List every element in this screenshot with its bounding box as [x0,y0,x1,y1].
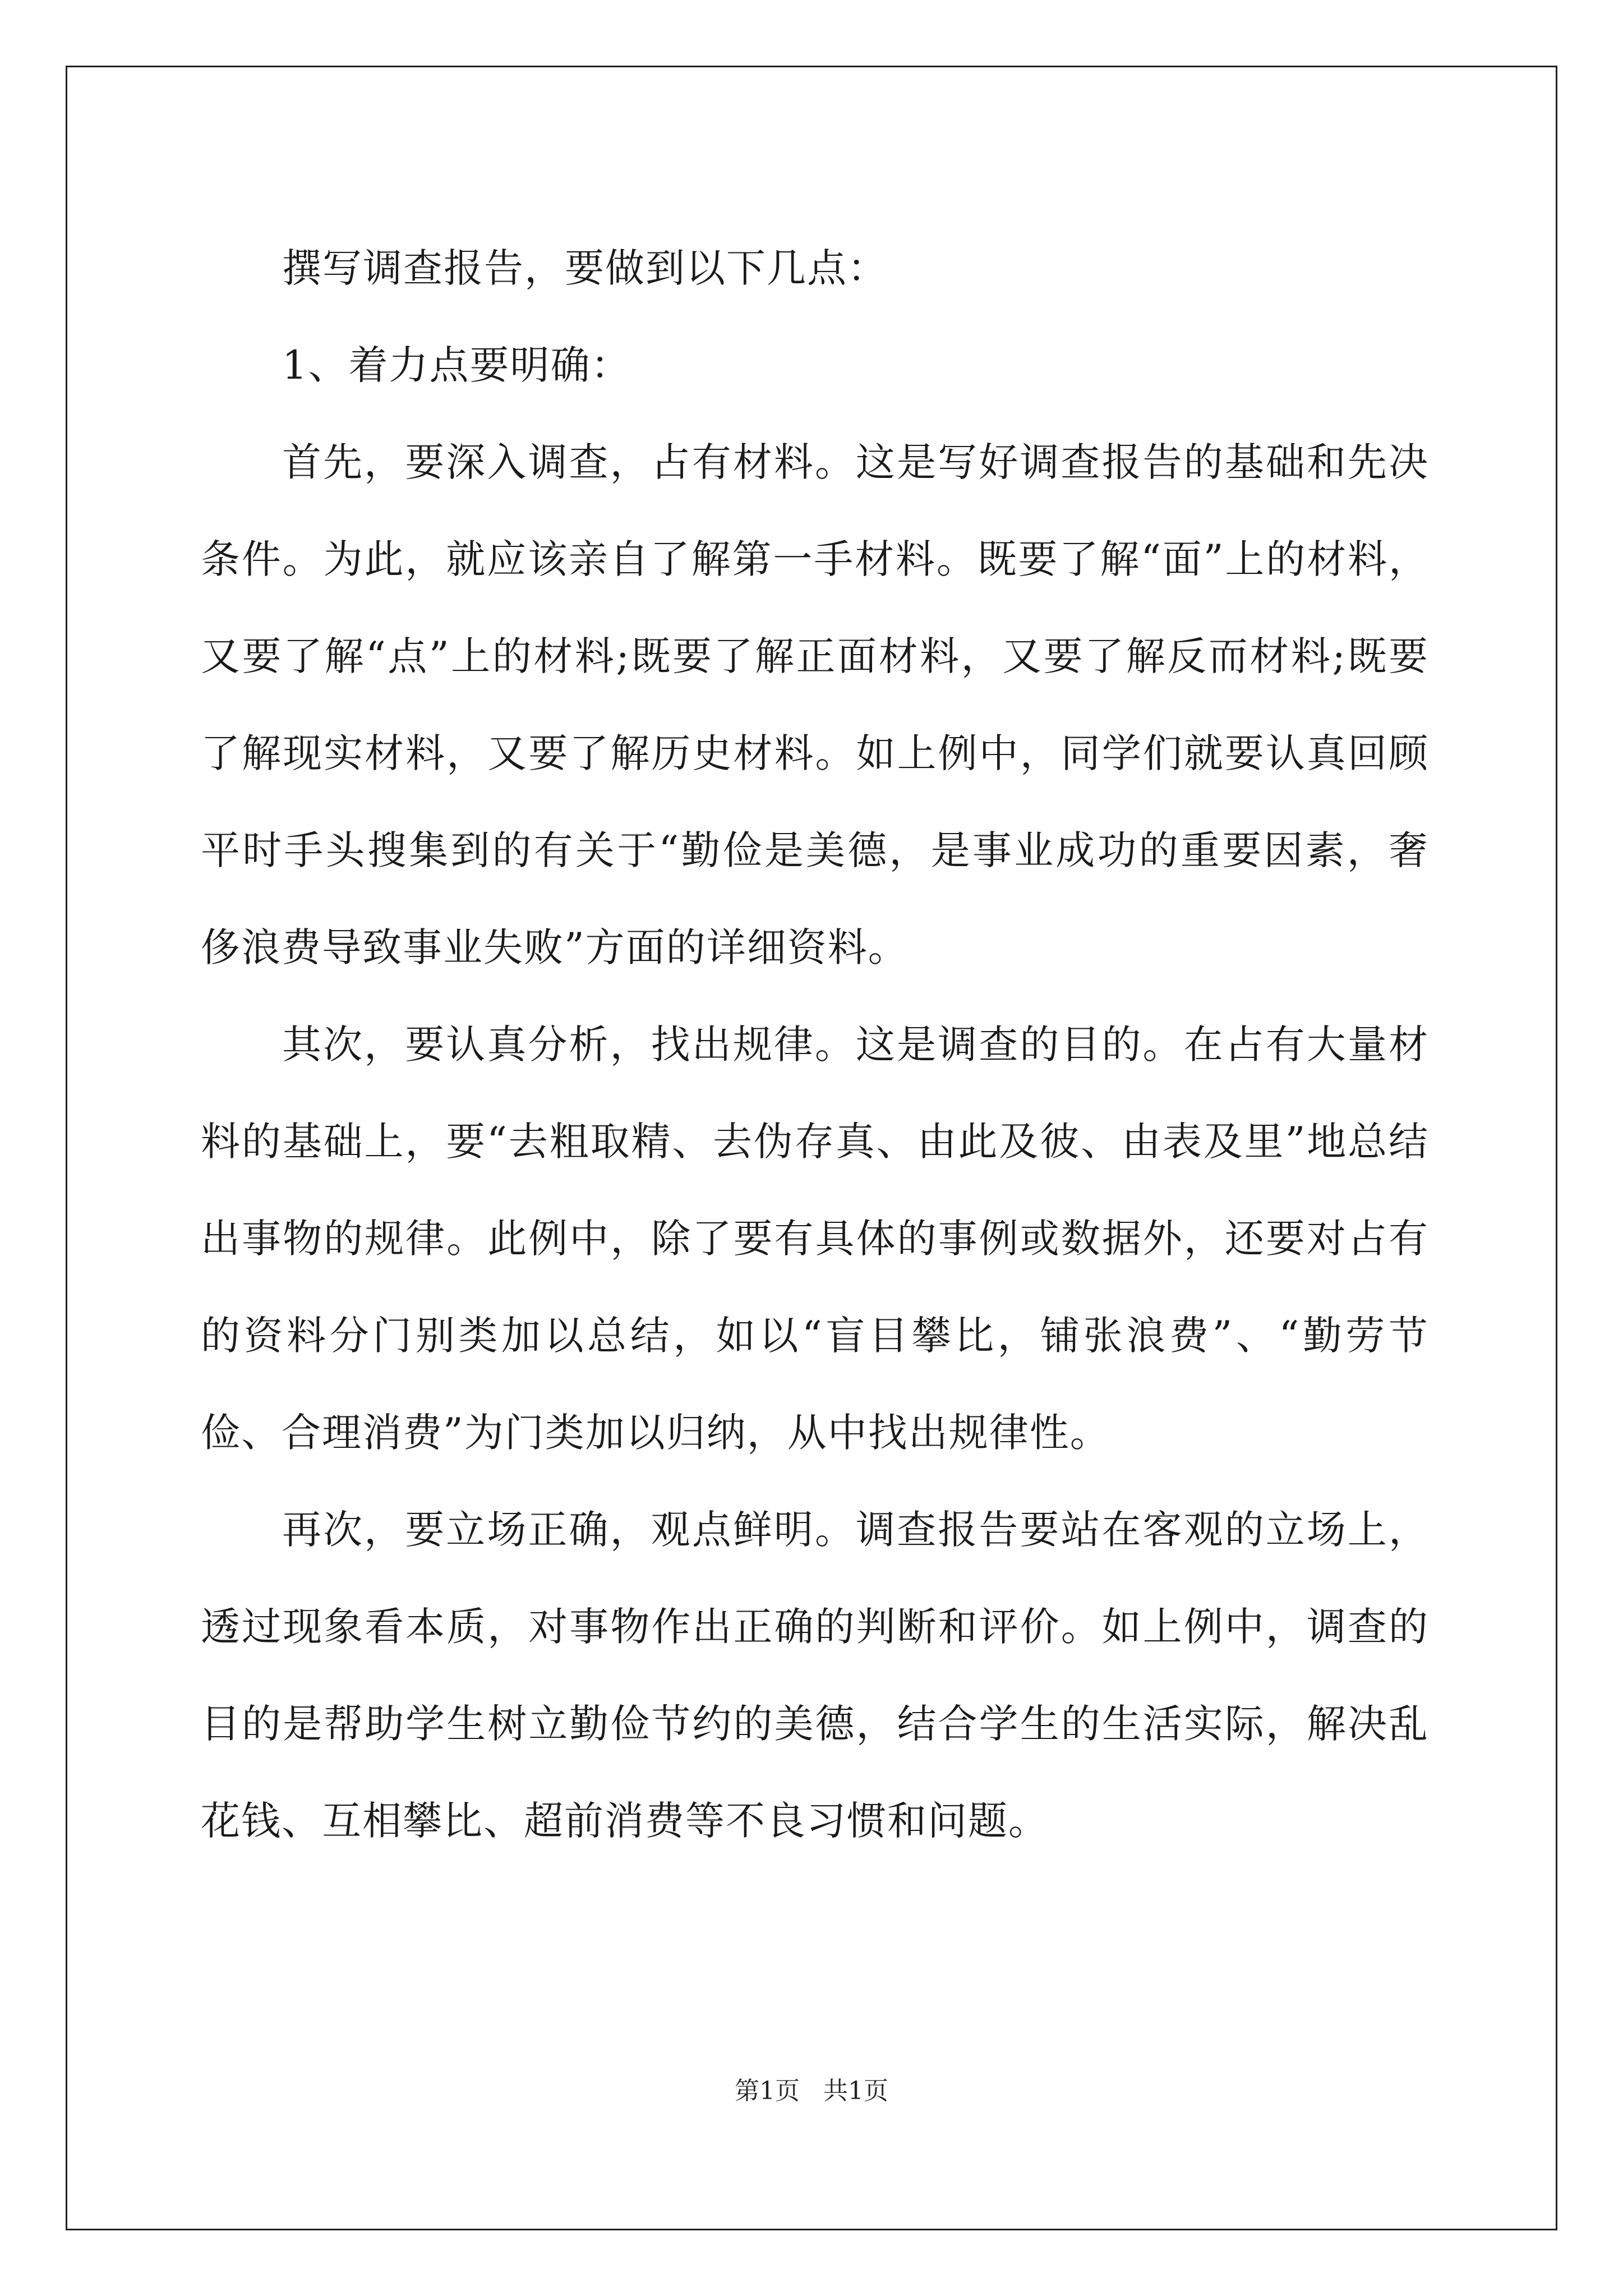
paragraph-intro: 撰写调查报告，要做到以下几点： [282,245,888,291]
page-footer: 第1页 共1页 [735,2077,888,2105]
paragraph-second: 其次，要认真分析，找出规律。这是调查的目的。在占有大量材料的基础上，要“去粗取精、去伪存真、由此及彼、由表及里”地总结出事物的规律。此例中，除了要有具体的事例或数据外，还要对占有的资料分门别类加以总结，如以“盲目攀比，铺张浪费”、“勤劳节俭、合理消费”为门类加以归纳，从中找出规律性。 [201,1022,1429,1456]
paragraph-heading-1: 1、着力点要明确： [282,342,631,388]
document-body [201,220,1429,1870]
paragraph-third: 再次，要立场正确，观点鲜明。调查报告要站在客观的立场上，透过现象看本质，对事物作出正确的判断和评价。如上例中，调查的目的是帮助学生树立勤俭节约的美德，结合学生的生活实际，解决乱花钱、互相攀比、超前消费等不良习惯和问题。 [201,1507,1429,1844]
paragraph-first: 首先，要深入调查，占有材料。这是写好调查报告的基础和先决条件。为此，就应该亲自了解第一手材料。既要了解“面”上的材料，又要了解“点”上的材料;既要了解正面材料，又要了解反而材料;既要了解现实材料，又要了解历史材料。如上例中，同学们就要认真回顾平时手头搜集到的有关于“勤俭是美德，是事业成功的重要因素，奢侈浪费导致事业失败”方面的详细资料。 [201,439,1429,970]
